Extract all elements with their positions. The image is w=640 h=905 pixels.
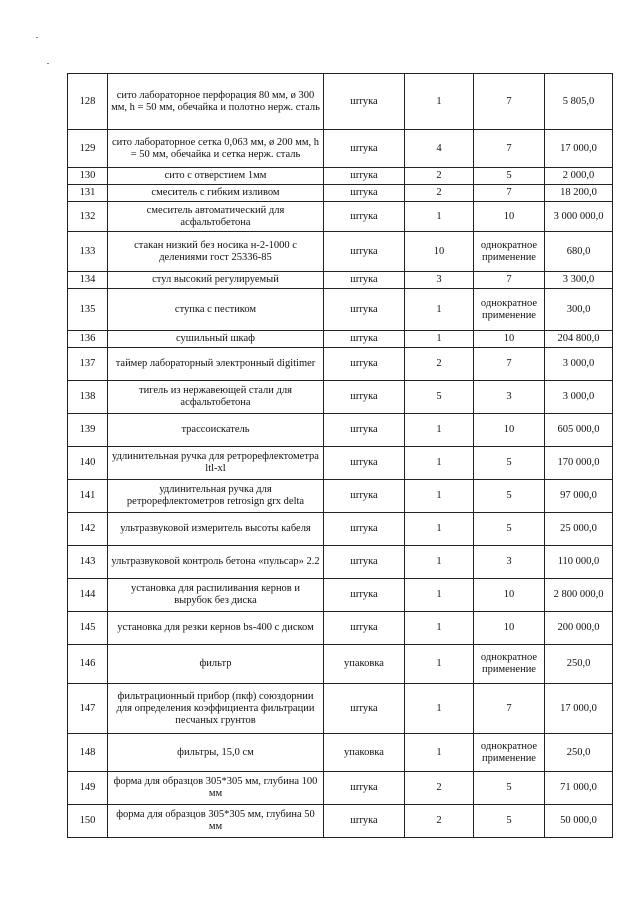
service-life-cell: 5 <box>474 480 545 513</box>
row-number: 150 <box>68 805 108 838</box>
row-number: 128 <box>68 74 108 130</box>
table-row <box>68 130 613 168</box>
row-number: 131 <box>68 185 108 202</box>
price-cell: 3 300,0 <box>545 272 613 289</box>
table-row <box>68 348 613 381</box>
row-number: 135 <box>68 289 108 331</box>
unit-cell: штука <box>324 414 405 447</box>
table-row <box>68 168 613 185</box>
item-name: фильтры, 15,0 см <box>108 734 324 772</box>
table-row <box>68 202 613 232</box>
row-number: 129 <box>68 130 108 168</box>
service-life-cell: 7 <box>474 348 545 381</box>
unit-cell: штука <box>324 546 405 579</box>
table-row <box>68 546 613 579</box>
service-life-cell: 10 <box>474 612 545 645</box>
service-life-cell: 7 <box>474 684 545 734</box>
quantity-cell: 2 <box>405 805 474 838</box>
unit-cell: штука <box>324 772 405 805</box>
table-row <box>68 272 613 289</box>
unit-cell: штука <box>324 513 405 546</box>
table-row <box>68 805 613 838</box>
quantity-cell: 1 <box>405 612 474 645</box>
quantity-cell: 1 <box>405 546 474 579</box>
row-number: 138 <box>68 381 108 414</box>
price-cell: 50 000,0 <box>545 805 613 838</box>
row-number: 143 <box>68 546 108 579</box>
price-cell: 170 000,0 <box>545 447 613 480</box>
quantity-cell: 1 <box>405 579 474 612</box>
quantity-cell: 4 <box>405 130 474 168</box>
quantity-cell: 5 <box>405 381 474 414</box>
price-cell: 18 200,0 <box>545 185 613 202</box>
price-cell: 97 000,0 <box>545 480 613 513</box>
service-life-cell: 5 <box>474 168 545 185</box>
price-cell: 3 000,0 <box>545 381 613 414</box>
price-cell: 204 800,0 <box>545 331 613 348</box>
quantity-cell: 2 <box>405 168 474 185</box>
quantity-cell: 1 <box>405 513 474 546</box>
row-number: 147 <box>68 684 108 734</box>
unit-cell: штука <box>324 74 405 130</box>
unit-cell: штука <box>324 381 405 414</box>
price-cell: 17 000,0 <box>545 684 613 734</box>
unit-cell: упаковка <box>324 645 405 684</box>
item-name: сито лабораторное сетка 0,063 мм, ø 200 мм, h = 50 мм, обечайка и сетка нерж. сталь <box>108 130 324 168</box>
service-life-cell: 10 <box>474 414 545 447</box>
item-name: форма для образцов 305*305 мм, глубина 100 мм <box>108 772 324 805</box>
row-number: 145 <box>68 612 108 645</box>
unit-cell: упаковка <box>324 734 405 772</box>
quantity-cell: 2 <box>405 772 474 805</box>
service-life-cell: однократное применение <box>474 289 545 331</box>
item-name: фильтр <box>108 645 324 684</box>
service-life-cell: 5 <box>474 805 545 838</box>
table-body <box>68 74 613 838</box>
item-name: тигель из нержавеющей стали для асфальтобетона <box>108 381 324 414</box>
price-cell: 25 000,0 <box>545 513 613 546</box>
table-row <box>68 447 613 480</box>
item-name: стакан низкий без носика н-2-1000 с делениями гост 25336-85 <box>108 232 324 272</box>
item-name: стул высокий регулируемый <box>108 272 324 289</box>
service-life-cell: 7 <box>474 272 545 289</box>
row-number: 140 <box>68 447 108 480</box>
row-number: 142 <box>68 513 108 546</box>
price-cell: 200 000,0 <box>545 612 613 645</box>
item-name: трассоискатель <box>108 414 324 447</box>
row-number: 136 <box>68 331 108 348</box>
quantity-cell: 1 <box>405 684 474 734</box>
quantity-cell: 1 <box>405 447 474 480</box>
price-cell: 605 000,0 <box>545 414 613 447</box>
service-life-cell: 5 <box>474 772 545 805</box>
table-row <box>68 185 613 202</box>
price-cell: 3 000 000,0 <box>545 202 613 232</box>
row-number: 137 <box>68 348 108 381</box>
row-number: 133 <box>68 232 108 272</box>
price-cell: 5 805,0 <box>545 74 613 130</box>
service-life-cell: 3 <box>474 546 545 579</box>
table-row <box>68 645 613 684</box>
scan-speck <box>47 63 49 64</box>
price-cell: 3 000,0 <box>545 348 613 381</box>
row-number: 144 <box>68 579 108 612</box>
price-cell: 110 000,0 <box>545 546 613 579</box>
table-row <box>68 612 613 645</box>
service-life-cell: 7 <box>474 130 545 168</box>
price-cell: 71 000,0 <box>545 772 613 805</box>
item-name: сушильный шкаф <box>108 331 324 348</box>
unit-cell: штука <box>324 447 405 480</box>
price-cell: 680,0 <box>545 232 613 272</box>
item-name: таймер лабораторный электронный digitimer <box>108 348 324 381</box>
price-cell: 300,0 <box>545 289 613 331</box>
quantity-cell: 1 <box>405 414 474 447</box>
table-row <box>68 772 613 805</box>
row-number: 146 <box>68 645 108 684</box>
quantity-cell: 2 <box>405 348 474 381</box>
item-name: установка для резки кернов bs-400 с диском <box>108 612 324 645</box>
item-name: сито лабораторное перфорация 80 мм, ø 300 мм, h = 50 мм, обечайка и полотно нерж. сталь <box>108 74 324 130</box>
item-name: ультразвуковой измеритель высоты кабеля <box>108 513 324 546</box>
scan-speck <box>36 37 38 38</box>
row-number: 132 <box>68 202 108 232</box>
quantity-cell: 1 <box>405 74 474 130</box>
quantity-cell: 3 <box>405 272 474 289</box>
service-life-cell: однократное применение <box>474 734 545 772</box>
item-name: смеситель автоматический для асфальтобетона <box>108 202 324 232</box>
price-cell: 2 800 000,0 <box>545 579 613 612</box>
quantity-cell: 1 <box>405 289 474 331</box>
unit-cell: штука <box>324 168 405 185</box>
unit-cell: штука <box>324 348 405 381</box>
unit-cell: штука <box>324 612 405 645</box>
service-life-cell: 7 <box>474 74 545 130</box>
item-name: форма для образцов 305*305 мм, глубина 50 мм <box>108 805 324 838</box>
table-row <box>68 414 613 447</box>
service-life-cell: 5 <box>474 447 545 480</box>
service-life-cell: 10 <box>474 579 545 612</box>
table-row <box>68 480 613 513</box>
row-number: 139 <box>68 414 108 447</box>
service-life-cell: 7 <box>474 185 545 202</box>
unit-cell: штука <box>324 805 405 838</box>
table-row <box>68 381 613 414</box>
unit-cell: штука <box>324 185 405 202</box>
quantity-cell: 1 <box>405 480 474 513</box>
quantity-cell: 2 <box>405 185 474 202</box>
table-row <box>68 74 613 130</box>
table-row <box>68 232 613 272</box>
table-row <box>68 684 613 734</box>
table-row <box>68 513 613 546</box>
item-name: фильтрационный прибор (пкф) союздорнии для определения коэффициента фильтрации песчаных грунтов <box>108 684 324 734</box>
quantity-cell: 1 <box>405 202 474 232</box>
price-cell: 2 000,0 <box>545 168 613 185</box>
table-row <box>68 331 613 348</box>
unit-cell: штука <box>324 272 405 289</box>
item-name: ультразвуковой контроль бетона «пульсар» 2.2 <box>108 546 324 579</box>
service-life-cell: 3 <box>474 381 545 414</box>
quantity-cell: 1 <box>405 331 474 348</box>
unit-cell: штука <box>324 202 405 232</box>
service-life-cell: 5 <box>474 513 545 546</box>
service-life-cell: однократное применение <box>474 232 545 272</box>
service-life-cell: однократное применение <box>474 645 545 684</box>
quantity-cell: 1 <box>405 734 474 772</box>
price-cell: 17 000,0 <box>545 130 613 168</box>
row-number: 148 <box>68 734 108 772</box>
price-cell: 250,0 <box>545 734 613 772</box>
table-row <box>68 579 613 612</box>
quantity-cell: 1 <box>405 645 474 684</box>
item-name: удлинительная ручка для ретрорефлектометра ltl-xl <box>108 447 324 480</box>
quantity-cell: 10 <box>405 232 474 272</box>
unit-cell: штука <box>324 331 405 348</box>
unit-cell: штука <box>324 232 405 272</box>
equipment-table <box>67 73 613 838</box>
unit-cell: штука <box>324 684 405 734</box>
row-number: 134 <box>68 272 108 289</box>
table-row <box>68 289 613 331</box>
table-row <box>68 734 613 772</box>
unit-cell: штука <box>324 130 405 168</box>
row-number: 149 <box>68 772 108 805</box>
item-name: установка для распиливания кернов и вырубок без диска <box>108 579 324 612</box>
row-number: 130 <box>68 168 108 185</box>
item-name: смеситель с гибким изливом <box>108 185 324 202</box>
unit-cell: штука <box>324 289 405 331</box>
service-life-cell: 10 <box>474 331 545 348</box>
price-cell: 250,0 <box>545 645 613 684</box>
unit-cell: штука <box>324 579 405 612</box>
item-name: удлинительная ручка для ретрорефлектометров retrosign grx delta <box>108 480 324 513</box>
row-number: 141 <box>68 480 108 513</box>
unit-cell: штука <box>324 480 405 513</box>
service-life-cell: 10 <box>474 202 545 232</box>
item-name: ступка с пестиком <box>108 289 324 331</box>
item-name: сито с отверстием 1мм <box>108 168 324 185</box>
